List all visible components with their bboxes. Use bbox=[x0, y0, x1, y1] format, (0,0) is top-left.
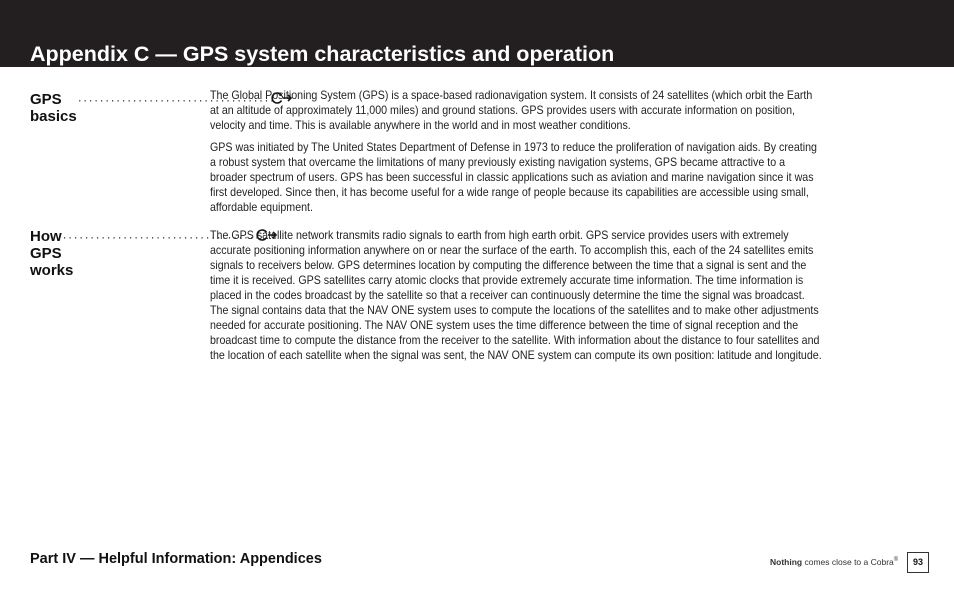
page-title: Appendix C — GPS system characteristics and operation bbox=[30, 42, 615, 66]
side-heading bbox=[30, 227, 261, 279]
side-heading-label-line2: works bbox=[30, 262, 74, 279]
paragraph: The Global Positioning System (GPS) is a space-based radionavigation system. It consists of 24 satellites (which orbit the Earth at an altitude of approximately 11,000 miles) and ground stations. GPS provides users with accurate information on position, velocity and time. This is available anywhere in the world and in most weather conditions. bbox=[210, 89, 813, 132]
side-heading bbox=[30, 90, 276, 125]
paragraph: The GPS satellite network transmits radio signals to earth from high earth orbit. GPS service provides users with extremely accurate positioning information anywhere on or near the surface of the earth. To accomplish this, each of the 24 satellites emits signals to receivers below. GPS determines location by computing the difference between the time that a signal is sent and the time it is received. GPS satellites carry atomic clocks that provide extremely accurate time information. The time information is placed in the codes broadcast by the satellite so that a receiver can continuously determine the time the signal was broadcast. The signal contains data that the NAV ONE system uses to compute the locations of the satellites and to make other adjustments needed for accurate positioning. The NAV ONE system uses the time difference between the time of signal reception and the broadcast time to compute the distance from the receiver to the satellite. With information about the distance to four satellites and the location of each satellite when the signal was sent, the NAV ONE system can compute its own position: latitude and longitude. bbox=[210, 229, 822, 362]
side-heading-label: How GPS bbox=[30, 228, 62, 262]
page-number: 93 bbox=[907, 552, 929, 573]
section-body bbox=[210, 228, 822, 370]
header-bar bbox=[0, 0, 954, 67]
tagline-text: comes close to a Cobra bbox=[802, 557, 894, 567]
side-heading-label: GPS basics bbox=[30, 91, 77, 125]
leader-dots: ···································· bbox=[62, 230, 261, 244]
registered-mark: ® bbox=[893, 557, 899, 564]
paragraph: GPS was initiated by The United States Department of Defense in 1973 to reduce the proliferation of navigation aids. By creating a robust system that overcame the limitations of many previously existing navigation systems, GPS became attractive to a broader spectrum of users. GPS has been successful in classic applications such as aviation and marine navigation since it was first developed. Since then, it has become useful for a wide range of people because its capabilities are accessible using small, affordable equipment. bbox=[210, 141, 817, 214]
footer-section-label: Part IV — Helpful Information: Appendices bbox=[30, 551, 322, 567]
section-body bbox=[210, 88, 817, 222]
tagline-bold: Nothing bbox=[770, 557, 803, 567]
footer-tagline bbox=[770, 557, 898, 567]
leader-dots: ···································· bbox=[77, 93, 276, 107]
